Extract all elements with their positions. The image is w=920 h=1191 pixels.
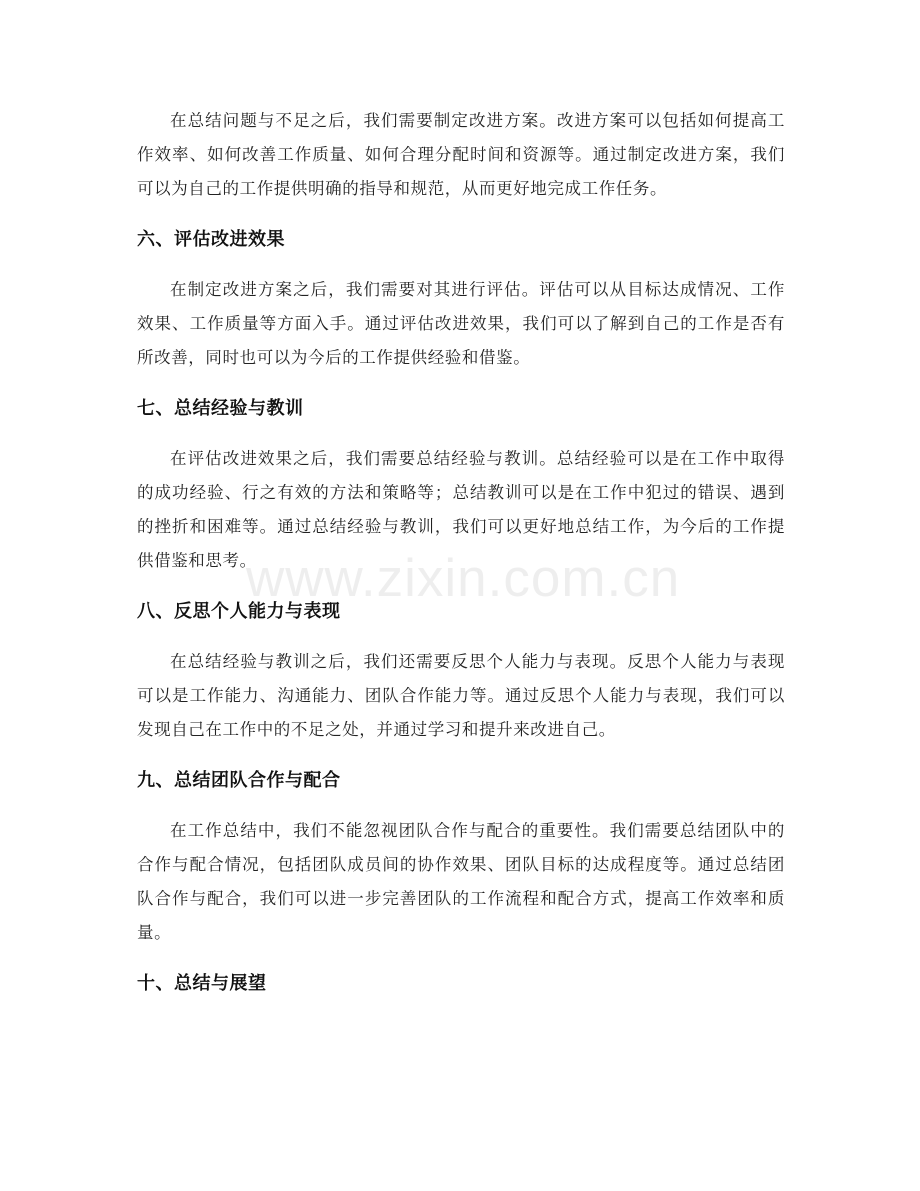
paragraph-improvement-plan: 在总结问题与不足之后，我们需要制定改进方案。改进方案可以包括如何提高工作效率、如何改善工作质量、如何合理分配时间和资源等。通过制定改进方案，我们可以为自己的工作提供明确的指导和规范，从而更好地完成工作任务。 xyxy=(137,111,785,198)
watermark: www.zixin.com.cn xyxy=(246,549,681,608)
heading-section-6: 六、评估改进效果 xyxy=(137,229,285,250)
paragraph-section-8: 在总结经验与教训之后，我们还需要反思个人能力与表现。反思个人能力与表现可以是工作能力、沟通能力、团队合作能力等。通过反思个人能力与表现，我们可以发现自己在工作中的不足之处，并通过学习和提升来改进自己。 xyxy=(137,652,785,739)
heading-section-9: 九、总结团队合作与配合 xyxy=(137,770,341,791)
document-body xyxy=(137,104,785,1001)
paragraph-section-7: 在评估改进效果之后，我们需要总结经验与教训。总结经验可以是在工作中取得的成功经验、行之有效的方法和策略等；总结教训可以是在工作中犯过的错误、遇到的挫折和困难等。通过总结经验与教训，我们可以更好地总结工作，为今后的工作提供借鉴和思考。 xyxy=(137,449,785,570)
heading-section-8: 八、反思个人能力与表现 xyxy=(137,601,341,622)
paragraph-section-9: 在工作总结中，我们不能忽视团队合作与配合的重要性。我们需要总结团队中的合作与配合情况，包括团队成员间的协作效果、团队目标的达成程度等。通过总结团队合作与配合，我们可以进一步完善团队的工作流程和配合方式，提高工作效率和质量。 xyxy=(137,821,785,942)
heading-section-7: 七、总结经验与教训 xyxy=(137,398,304,419)
heading-section-10: 十、总结与展望 xyxy=(137,973,267,994)
paragraph-section-6: 在制定改进方案之后，我们需要对其进行评估。评估可以从目标达成情况、工作效果、工作质量等方面入手。通过评估改进效果，我们可以了解到自己的工作是否有所改善，同时也可以为今后的工作提供经验和借鉴。 xyxy=(137,280,785,367)
